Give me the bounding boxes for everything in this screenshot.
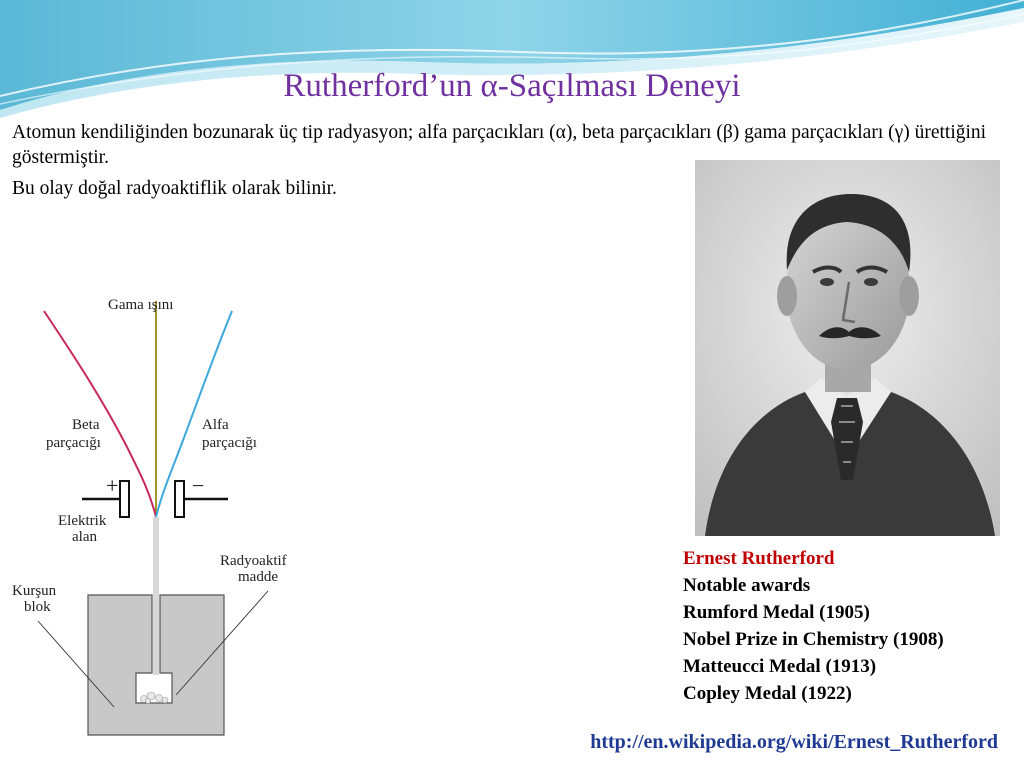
electric-field-label-line1: Elektrik bbox=[58, 513, 107, 529]
slide-title: Rutherford’un α-Saçılması Deneyi bbox=[283, 68, 741, 104]
lead-block-label-line2: blok bbox=[24, 599, 51, 615]
caption-award-nobel: Nobel Prize in Chemistry (1908) bbox=[683, 629, 944, 650]
caption-award-matteucci: Matteucci Medal (1913) bbox=[683, 656, 877, 677]
radioactive-material-label-line1: Radyoaktif bbox=[220, 553, 287, 569]
radioactive-material-label-line2: madde bbox=[238, 569, 278, 585]
lead-block-label-line1: Kurşun bbox=[12, 583, 57, 599]
beta-particle-path bbox=[44, 311, 156, 517]
alpha-label-line2: parçacığı bbox=[202, 435, 257, 451]
caption-name: Ernest Rutherford bbox=[683, 548, 835, 569]
radiation-deflection-diagram bbox=[0, 255, 350, 745]
beta-label-line1: Beta bbox=[72, 417, 100, 433]
positive-plate bbox=[120, 481, 129, 517]
gamma-ray-label: Gama ışını bbox=[108, 297, 174, 313]
caption-award-copley: Copley Medal (1922) bbox=[683, 683, 852, 704]
caption-award-rumford: Rumford Medal (1905) bbox=[683, 602, 870, 623]
wikipedia-source-link[interactable]: http://en.wikipedia.org/wiki/Ernest_Rutherford bbox=[590, 731, 998, 753]
paragraph-natural-radioactivity: Bu olay doğal radyoaktiflik olarak bilinir. bbox=[12, 178, 337, 199]
negative-plate bbox=[175, 481, 184, 517]
electric-field-label-line2: alan bbox=[72, 529, 97, 545]
caption-awards-heading: Notable awards bbox=[683, 575, 811, 596]
minus-sign: − bbox=[192, 473, 205, 498]
radioactive-material bbox=[141, 692, 169, 704]
beta-label-line2: parçacığı bbox=[46, 435, 101, 451]
plus-sign: + bbox=[106, 473, 119, 498]
alpha-label-line1: Alfa bbox=[202, 417, 229, 433]
ernest-rutherford-portrait bbox=[695, 160, 1000, 536]
portrait-caption bbox=[683, 545, 1018, 707]
paragraph-radiation-types: Atomun kendiliğinden bozunarak üç tip radyasyon; alfa parçacıkları (α), beta parçacıkları (β) gama parçacıkları (γ) ürettiğini göstermiştir. bbox=[12, 122, 987, 168]
